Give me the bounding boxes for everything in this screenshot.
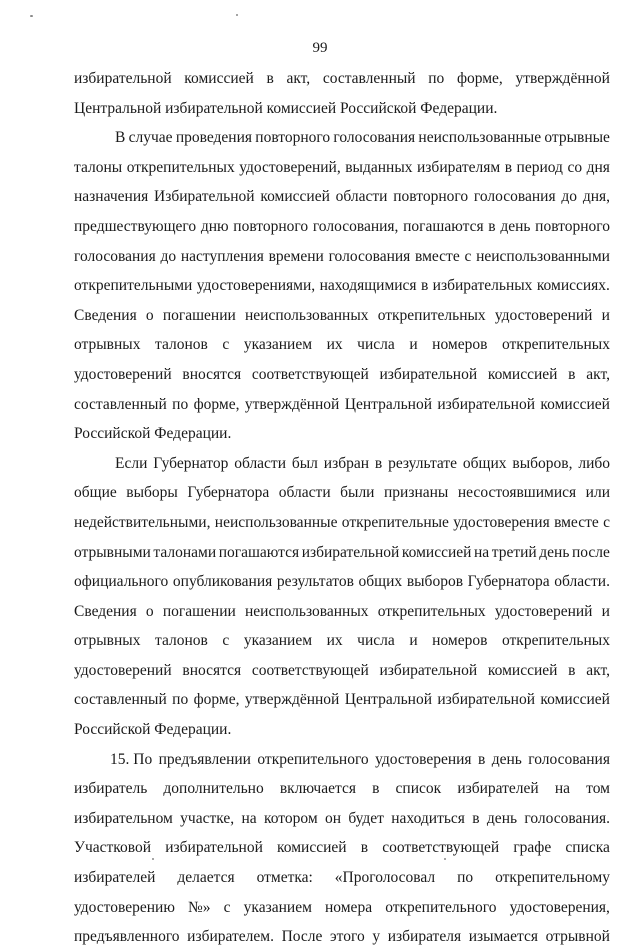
text-line [74,478,610,508]
word: соответствующей [251,661,369,679]
word: открепительных [377,306,486,324]
word: №» [188,898,211,916]
word: и [601,602,610,620]
word: голосования, [312,217,399,235]
word: в [360,839,369,857]
word: список [395,780,442,798]
word: со [567,158,583,176]
word: удостоверению [74,898,175,916]
word: официального [74,573,169,591]
word: Сведения [74,602,137,620]
word: повторного [393,188,469,206]
word: с [222,632,230,650]
text-line [74,390,610,420]
word: Сведения [74,306,137,324]
word: Центральной [344,691,432,709]
word: дополнительно [163,780,264,798]
word: у [372,928,381,946]
word: повторного [255,129,331,147]
word: до [561,188,578,206]
word: Центральной [344,395,432,413]
text-line [74,242,610,272]
word: на [241,809,257,827]
word: недействительными, [74,513,211,531]
word: номеров [432,336,488,354]
word: графе [513,839,552,857]
word: открепительных [501,336,610,354]
word: открепительные [341,513,449,531]
word: комиссией [401,543,472,561]
word: в [420,277,429,295]
word: После [281,928,323,946]
word: открепительного [257,750,369,768]
word: их [326,336,343,354]
word: по [457,869,474,887]
word: будет [348,809,384,827]
paragraph [74,64,610,123]
word: выборов, [512,454,573,472]
word: номеров [432,632,488,650]
word: погашаются [403,217,484,235]
word: утверждённой [244,395,340,413]
word: в [504,158,513,176]
word: избиратель [74,780,148,798]
word: период [516,158,563,176]
text-line [74,656,610,686]
word: Губернатора [187,484,270,502]
word: отрывные [544,129,610,147]
paragraph [74,123,610,449]
text-line [74,597,610,627]
text-line [74,685,610,715]
word: в [568,661,576,679]
word: на [473,543,490,561]
word: числа [357,336,395,354]
text-line [74,804,610,834]
word: по [172,395,189,413]
word: удостоверения [453,513,550,531]
word: составленный [74,691,167,709]
word: их [326,632,343,650]
text-line [74,449,610,479]
text-line [74,419,610,449]
word: Российской Федерации. [74,425,232,443]
word: дня [586,158,610,176]
word: с [222,336,230,354]
word: день [500,217,531,235]
word: указанием [243,632,313,650]
word: номера [325,898,373,916]
word: том [586,780,610,798]
word: на [554,780,571,798]
word: предъявлении [158,750,251,768]
word: числа [357,632,395,650]
text-line [74,153,610,183]
word: этого [330,928,365,946]
word: комиссией [487,365,558,383]
word: талонов [155,336,208,354]
word: день [491,750,522,768]
word: отметка: [256,869,313,887]
document-body [74,64,610,952]
text-line [74,182,610,212]
word: назначения [74,188,149,206]
word: неиспользованных [244,602,369,620]
text-line [74,212,610,242]
word: о [145,306,154,324]
word: выданных [345,158,413,176]
word: в [372,780,380,798]
text-line [74,626,610,656]
word: в [374,454,383,472]
word: были [340,484,375,502]
word: результате [388,454,458,472]
word: вносятся [182,661,242,679]
word: утверждённой [515,70,610,87]
word: комиссией [540,691,610,709]
word: и [601,306,610,324]
word: удостоверениями, [196,277,316,295]
word: вносятся [182,365,242,383]
word: области [278,484,331,502]
word: повторного [233,217,309,235]
word: отрывными [74,543,151,561]
word: составленный [322,70,416,87]
word: неиспользованные [214,513,338,531]
word: находиться [391,809,465,827]
word: открепительных [377,602,486,620]
word: открепительными [74,277,193,295]
word: общие [74,484,117,502]
word: форме, [193,691,240,709]
word: наступления [180,247,264,265]
word: по [428,70,445,87]
word: утверждённой [244,691,340,709]
word: дня, [582,188,610,206]
word: он [324,809,341,827]
text-line [74,715,610,745]
word: предъявленного [74,928,180,946]
word: В [115,129,126,147]
word: в [568,365,576,383]
paragraph [74,449,610,745]
word: с [603,513,610,531]
word: списка [565,839,610,857]
word: погашении [162,602,236,620]
word: Губернатор [153,454,229,472]
word: указанием [243,898,312,916]
word: отрывных [74,632,141,650]
word: либо [578,454,610,472]
word: повторного [535,217,610,235]
text-line [74,123,610,153]
word: день [539,543,570,561]
text-line [74,94,610,124]
word: голосования [333,129,416,147]
word: Избирательной [154,188,255,206]
text-line [74,538,610,568]
word: признаны [384,484,449,502]
word: избирателей [457,780,539,798]
word: области. [554,573,610,591]
word: Российской Федерации. [74,721,232,739]
word: избирателем. [187,928,274,946]
word: Губернатора [467,573,550,591]
word: изымается [468,928,538,946]
word: акт, [586,365,610,383]
word: голосования [74,247,156,265]
word: результатов [276,573,354,591]
word: области [234,454,287,472]
word: открепительному [495,869,610,887]
word: погашении [162,306,236,324]
text-line [74,922,610,952]
word: неиспользованными [476,247,610,265]
word: после [571,543,610,561]
word: день [486,809,518,827]
word: голосования. [524,809,610,827]
word: талоны [74,158,123,176]
word: открепительного [385,898,497,916]
word: указанием [243,336,313,354]
word: выборов [406,573,464,591]
word: избран [323,454,370,472]
word: удостоверений [494,602,593,620]
word: общих [462,454,507,472]
word: включается [279,780,356,798]
word: по [172,691,189,709]
scan-speck [152,858,154,860]
word: выборы [126,484,178,502]
word: избирателям [417,158,501,176]
word: избирательной [379,365,478,383]
word: комиссией [487,661,558,679]
word: вместе [554,513,599,531]
word: избирательной [301,543,400,561]
scan-speck [444,858,446,860]
word: избирательной [74,70,172,87]
paragraph [74,745,610,952]
word: удостоверений [74,661,172,679]
word: удостоверений [494,306,593,324]
word: общих [358,573,403,591]
word: вместе [415,247,460,265]
word: избирательном [74,809,173,827]
word: голосования [328,247,411,265]
text-line [74,64,610,94]
word: составленный [74,395,167,413]
word: в [472,809,480,827]
word: участке, [180,809,235,827]
text-line [74,745,610,775]
word: акт, [286,70,311,87]
word: удостоверений, [239,158,341,176]
word: неиспользованных [244,306,369,324]
text-line [74,833,610,863]
word: в [488,217,496,235]
word: удостоверений [74,365,172,383]
word: избирательной [379,661,478,679]
text-line [74,360,610,390]
word: соответствующей [251,365,369,383]
word: был [291,454,318,472]
word: времени [268,247,324,265]
word: и [409,336,418,354]
text-line [74,893,610,923]
text-line [74,567,610,597]
word: избирателя [387,928,462,946]
word: избирателей [74,869,156,887]
word: делается [177,869,235,887]
word: находящимися [319,277,417,295]
word: Участковой [74,839,152,857]
scan-speck [236,14,238,16]
word: голосования [473,188,556,206]
text-line [74,330,610,360]
word: комиссиях. [536,277,610,295]
word: удостоверения [375,750,472,768]
word: комиссией [260,188,330,206]
word: о [145,602,154,620]
word: «Проголосовал [334,869,436,887]
word: с [464,247,472,265]
word: опубликования [172,573,273,591]
word: форме, [193,395,240,413]
word: избирательных [432,277,533,295]
word: Если [115,454,148,472]
word: избирательной [437,395,536,413]
word: талонами [153,543,217,561]
word: с [223,898,231,916]
word: погашаются [218,543,300,561]
word: в [266,70,274,87]
word: области [335,188,388,206]
text-line [74,508,610,538]
scan-speck [30,15,33,17]
word: и [409,632,418,650]
word: в [477,750,486,768]
word: соответствующей [382,839,500,857]
word: комиссией [184,70,254,87]
word: 15. По [110,750,153,768]
page-number: 99 [312,40,328,56]
word: проведения [175,129,253,147]
word: третий [491,543,537,561]
word: Центральной избирательной комиссией Российской Федерации. [74,99,498,117]
word: отрывных [74,336,141,354]
word: избирательной [165,839,263,857]
text-line [74,863,610,893]
word: неиспользованные [418,129,542,147]
word: предшествующего [74,217,197,235]
word: до [160,247,177,265]
word: случае [128,129,173,147]
word: форме, [456,70,503,87]
word: комиссией [540,395,610,413]
word: талонов [155,632,208,650]
word: или [585,484,610,502]
word: комиссией [277,839,347,857]
word: котором [264,809,318,827]
word: несостоявшимися [457,484,577,502]
text-line [74,301,610,331]
word: открепительных [126,158,235,176]
word: удостоверения, [509,898,610,916]
text-line [74,774,610,804]
word: избирательной [437,691,536,709]
word: открепительных [501,632,610,650]
word: акт, [586,661,610,679]
word: отрывной [545,928,610,946]
word: дню [200,217,229,235]
word: голосования [528,750,610,768]
text-line [74,271,610,301]
